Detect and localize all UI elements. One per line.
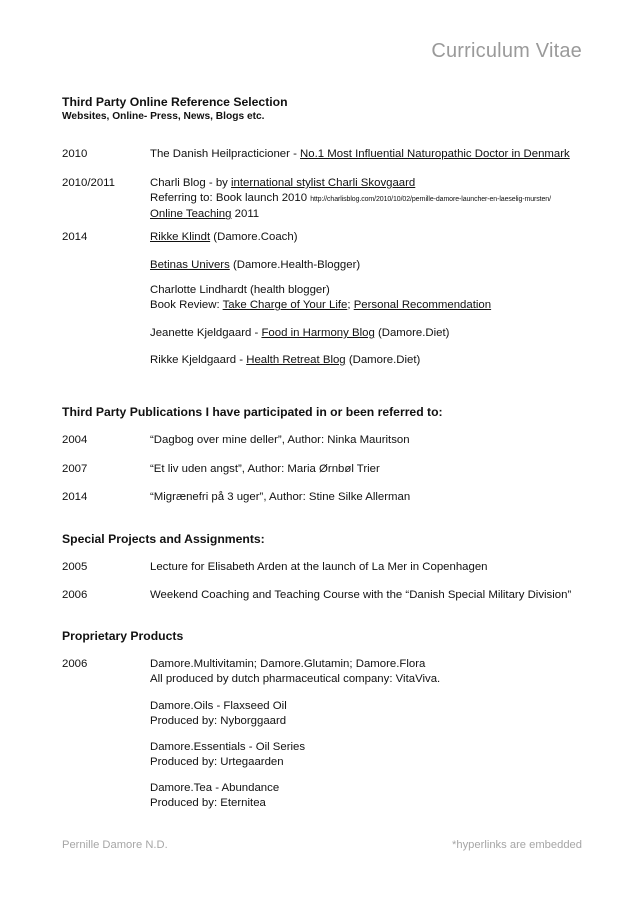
- entry-text: [150, 326, 582, 341]
- entry-suffix: (Damore.Diet): [345, 354, 421, 366]
- product-line: Damore.Multivitamin; Damore.Glutamin; Damore.Flora: [150, 658, 426, 670]
- year: 2010: [62, 148, 88, 160]
- section-heading: Third Party Publications I have participated in or been referred to:: [62, 405, 443, 419]
- entry-text: “Et liv uden angst”, Author: Maria Ørnbøl Trier: [150, 463, 380, 475]
- section-heading: Third Party Online Reference Selection: [62, 95, 288, 109]
- hyperlink[interactable]: Personal Recommendation: [353, 299, 492, 312]
- hyperlink[interactable]: Rikke Klindt: [150, 231, 211, 243]
- product-line: Produced by: Nyborggaard: [150, 715, 287, 728]
- entry-suffix: (Damore.Coach): [210, 231, 298, 243]
- footer-note: *hyperlinks are embedded: [452, 839, 582, 851]
- product-line: Damore.Essentials - Oil Series: [150, 741, 306, 753]
- year: 2006: [62, 658, 88, 670]
- publications-header: [62, 405, 582, 420]
- entry-text: [150, 147, 582, 162]
- entry-text: [150, 740, 582, 770]
- entry-text: “Migrænefri på 3 uger”, Author: Stine Silke Allerman: [150, 491, 411, 503]
- entry-text: Lecture for Elisabeth Arden at the launch of La Mer in Copenhagen: [150, 561, 488, 573]
- entry-prefix: The Danish Heilpracticioner -: [150, 148, 301, 160]
- section-heading: Proprietary Products: [62, 629, 184, 643]
- hyperlink[interactable]: international stylist Charli Skovgaard: [231, 177, 416, 189]
- entry-suffix: 2011: [231, 208, 260, 221]
- section-subheading: Websites, Online- Press, News, Blogs etc.: [62, 111, 265, 122]
- entry-text: [150, 283, 582, 313]
- entry-text: [150, 258, 582, 273]
- hyperlink[interactable]: Betinas Univers: [150, 259, 230, 271]
- year: 2004: [62, 434, 88, 446]
- hyperlink[interactable]: Food in Harmony Blog: [261, 327, 375, 339]
- footer-author: Pernille Damore N.D.: [62, 839, 168, 851]
- entry-text: [150, 230, 582, 245]
- section-heading: Special Projects and Assignments:: [62, 532, 265, 546]
- entry-text: [150, 657, 582, 687]
- entry-prefix: Book Review:: [150, 299, 223, 312]
- entry-text: [150, 699, 582, 729]
- page-title: Curriculum Vitae: [431, 40, 582, 62]
- product-line: Damore.Oils - Flaxseed Oil: [150, 700, 287, 712]
- entry-prefix: Rikke Kjeldgaard -: [150, 354, 247, 366]
- separator: ;: [347, 299, 354, 312]
- year: 2007: [62, 463, 88, 475]
- hyperlink[interactable]: Online Teaching: [150, 208, 232, 221]
- product-line: Damore.Tea - Abundance: [150, 782, 280, 794]
- url-text[interactable]: http://charlisblog.com/2010/10/02/pernille-damore-launcher-en-laeselig-mursten/: [310, 196, 551, 204]
- entry-text: Weekend Coaching and Teaching Course with the “Danish Special Military Division”: [150, 589, 572, 601]
- product-line: All produced by dutch pharmaceutical company: VitaViva.: [150, 673, 441, 686]
- projects-header: [62, 532, 582, 547]
- entry-text-line: Referring to: Book launch 2010: [150, 192, 311, 205]
- entry-text-line: Charlotte Lindhardt (health blogger): [150, 284, 330, 296]
- entry-text: [150, 353, 582, 368]
- entry-prefix: Jeanette Kjeldgaard -: [150, 327, 262, 339]
- entry-text: [150, 176, 582, 223]
- year: 2014: [62, 231, 88, 243]
- year: 2005: [62, 561, 88, 573]
- online-references-header: [62, 95, 582, 123]
- hyperlink[interactable]: No.1 Most Influential Naturopathic Doctor in Denmark: [300, 148, 570, 160]
- year: 2010/2011: [62, 177, 115, 189]
- entry-text: [150, 781, 582, 811]
- product-line: Produced by: Eternitea: [150, 797, 266, 810]
- year: 2006: [62, 589, 88, 601]
- cv-page: [62, 0, 582, 903]
- entry-prefix: Charli Blog - by: [150, 177, 232, 189]
- entry-suffix: (Damore.Health-Blogger): [229, 259, 361, 271]
- product-line: Produced by: Urtegaarden: [150, 756, 284, 769]
- hyperlink[interactable]: Health Retreat Blog: [246, 354, 346, 366]
- hyperlink[interactable]: Take Charge of Your Life: [222, 299, 348, 312]
- entry-text: “Dagbog over mine deller”, Author: Ninka Mauritson: [150, 434, 410, 446]
- year: 2014: [62, 491, 88, 503]
- entry-suffix: (Damore.Diet): [374, 327, 450, 339]
- products-header: [62, 629, 582, 644]
